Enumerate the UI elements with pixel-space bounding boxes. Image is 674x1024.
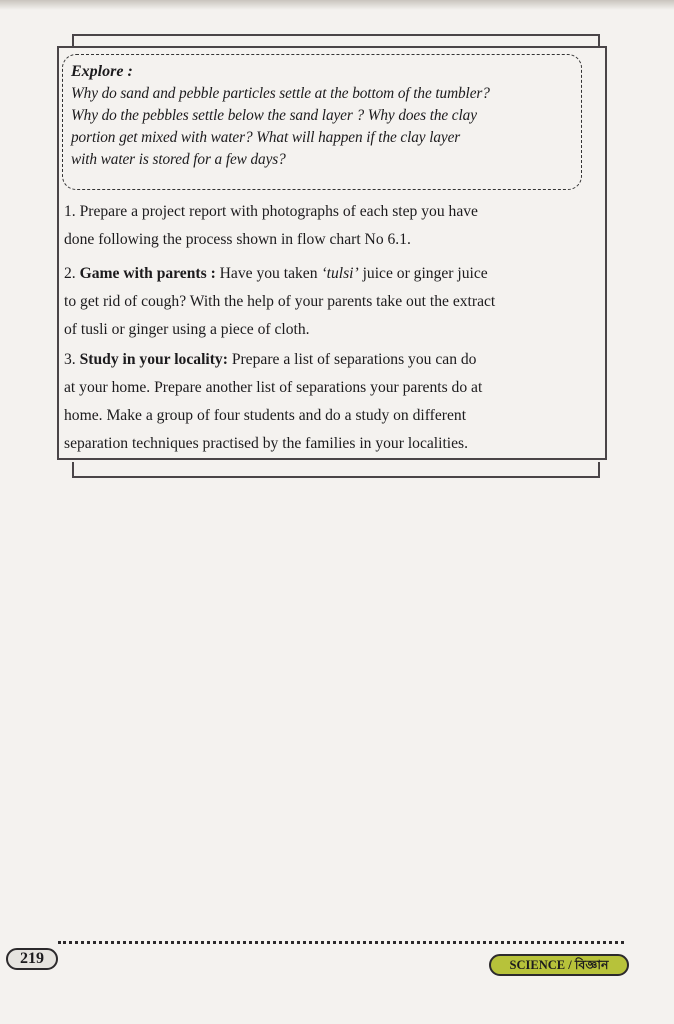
page-number: 219 [6,948,58,970]
activity-line [64,260,592,288]
activity-line: separation techniques practised by the families in your localities. [64,435,469,452]
activity-line: done following the process shown in flow chart No 6.1. [64,231,411,248]
footer-divider [58,941,624,944]
activity-line: to get rid of cough? With the help of your parents take out the extract [64,293,496,310]
explore-line: with water is stored for a few days? [71,151,286,168]
page-edge-shadow [0,0,674,10]
activity-line: of tusli or ginger using a piece of cloth. [64,321,310,338]
activity-text: Have you taken [215,265,322,282]
activity-text: juice or ginger juice [358,265,488,282]
activity-2 [64,260,592,344]
activity-line: 1. Prepare a project report with photographs of each step you have [64,203,478,220]
activity-line: home. Make a group of four students and do a study on different [64,407,467,424]
activity-heading: Game with parents : [79,265,216,282]
explore-line: portion get mixed with water? What will happen if the clay layer [71,129,461,146]
activity-1 [64,198,592,254]
activity-line: at your home. Prepare another list of separations your parents do at [64,379,483,396]
explore-line: Why do sand and pebble particles settle at the bottom of the tumbler? [71,85,490,102]
explore-box [62,54,582,190]
activity-text: Prepare a list of separations you can do [227,351,477,368]
frame-bottom-tab [72,462,600,478]
activity-heading: Study in your locality: [79,351,228,368]
activity-line [64,346,592,374]
emphasis-text: ‘tulsi’ [321,265,359,282]
activity-number: 3. [64,351,76,368]
subject-badge: SCIENCE / বিজ্ঞান [489,954,629,976]
explore-questions [71,83,575,171]
activity-3 [64,346,592,458]
activity-number: 2. [64,265,76,282]
explore-title: Explore : [71,63,133,80]
explore-line: Why do the pebbles settle below the sand layer ? Why does the clay [71,107,477,124]
